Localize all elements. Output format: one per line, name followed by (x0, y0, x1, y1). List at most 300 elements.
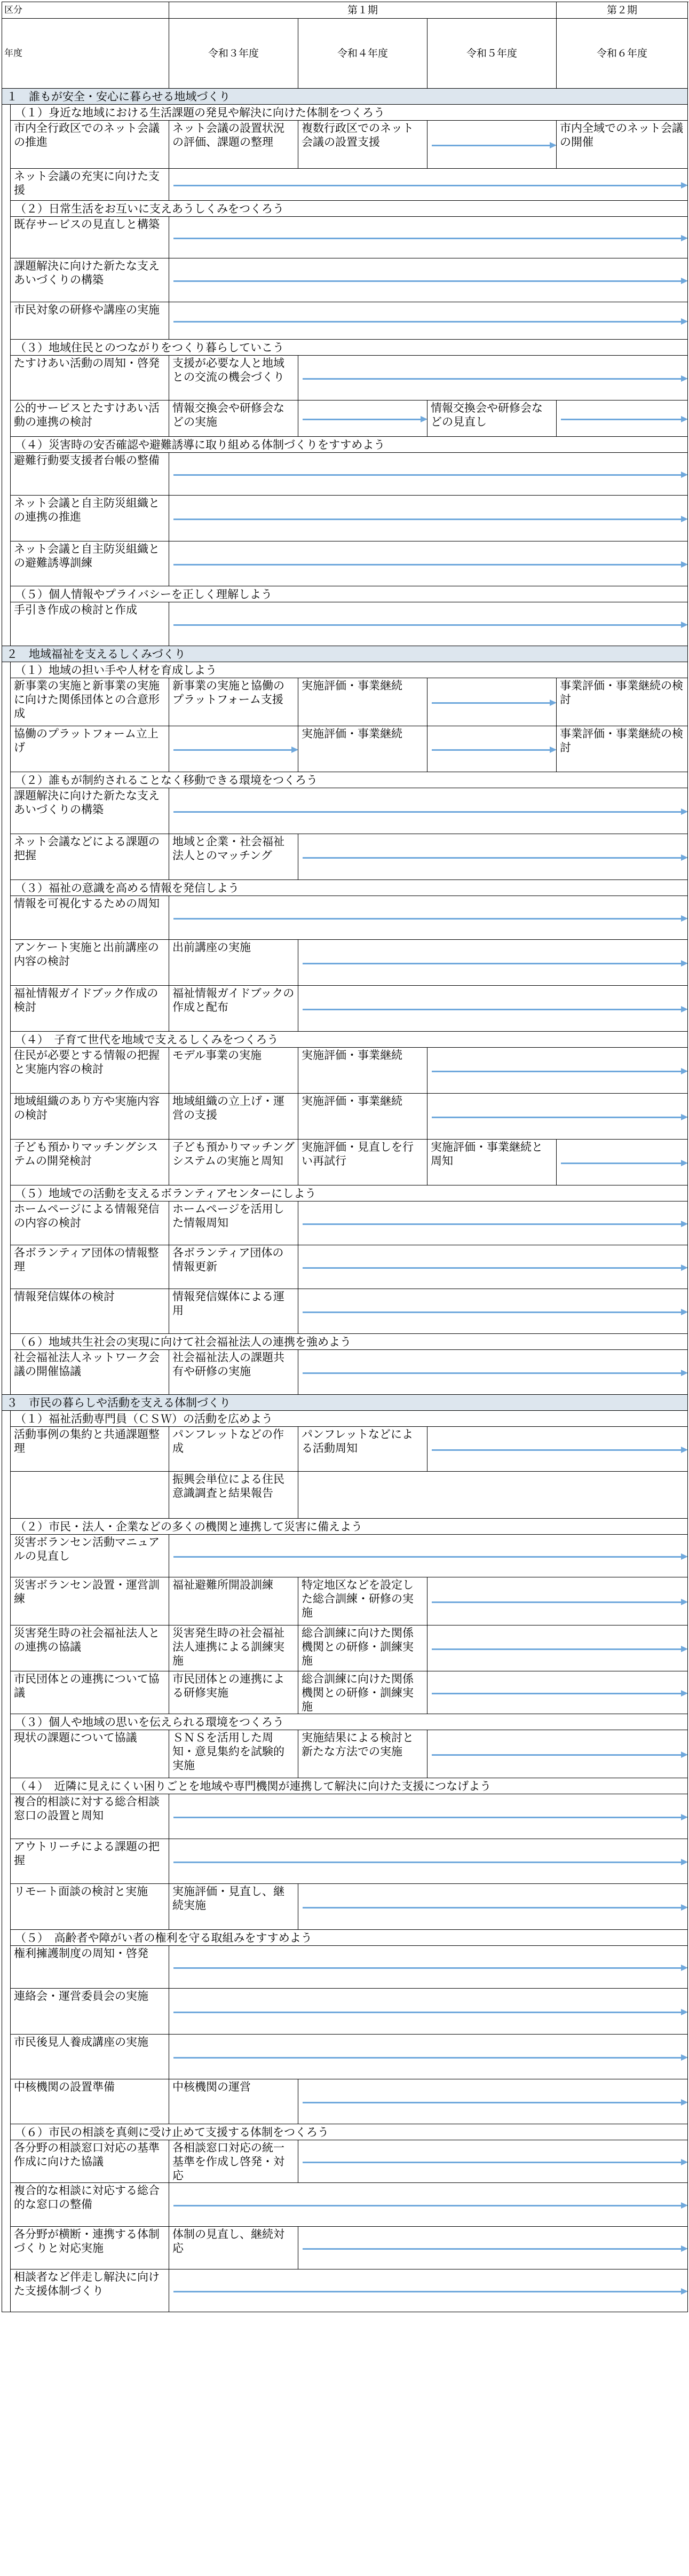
plan-row (2, 1884, 688, 1930)
plan-item-cell: ホームページによる情報発信の内容の検討 (11, 1201, 169, 1245)
plan-row (2, 986, 688, 1032)
plan-item-cell: 子ども預かりマッチングシステムの開発検討 (11, 1140, 169, 1185)
plan-item-cell: 市民対象の研修や講座の実施 (11, 302, 169, 340)
indent-cell (2, 169, 11, 201)
plan-row (2, 1625, 688, 1671)
schedule-table (2, 2, 688, 2312)
plan-step-cell: 市民団体との連携による研修実施 (169, 1671, 298, 1714)
plan-row (2, 217, 688, 258)
plan-item-cell: ネット会議と自主防災組織との連携の推進 (11, 496, 169, 541)
timeline-arrow-cell (298, 400, 427, 437)
indent-cell (2, 541, 11, 586)
right-arrow-icon (303, 1311, 682, 1313)
plan-item-cell: 市民団体との連携について協議 (11, 1671, 169, 1714)
timeline-arrow-cell (298, 1245, 688, 1289)
subsection-header (2, 880, 688, 896)
right-arrow-icon (303, 419, 422, 420)
plan-step-cell: 総合訓練に向けた関係機関との研修・訓練実施 (298, 1671, 427, 1714)
header-row-years (2, 19, 688, 89)
plan-step-cell: パンフレットなどによる活動周知 (298, 1427, 427, 1472)
timeline-arrow-cell (169, 2183, 688, 2227)
right-arrow-icon (432, 702, 551, 704)
indent-cell (2, 1730, 11, 1778)
subsection-header (2, 340, 688, 356)
plan-row (2, 1350, 688, 1395)
indent-cell (2, 1201, 11, 1245)
plan-item-cell: 権利擁護制度の周知・啓発 (11, 1946, 169, 1989)
subsection-title: （１）地域の担い手や人材を育成しよう (11, 662, 688, 678)
right-arrow-icon (303, 1372, 682, 1374)
plan-item-cell: 相談者など伴走し解決に向けた支援体制づくり (11, 2269, 169, 2312)
plan-step-cell: 社会福祉法人の課題共有や研修の実施 (169, 1350, 298, 1395)
plan-item-cell: ネット会議などによる課題の把握 (11, 834, 169, 880)
plan-row (2, 1140, 688, 1185)
timeline-arrow-cell (298, 834, 688, 880)
timeline-arrow-cell (298, 2140, 688, 2183)
right-arrow-icon (561, 419, 682, 420)
indent-cell (2, 1535, 11, 1577)
plan-schedule-document (2, 2, 687, 2312)
header-nendo-label: 年度 (2, 19, 169, 89)
plan-row (2, 302, 688, 340)
indent-cell (2, 1350, 11, 1395)
right-arrow-icon (432, 145, 551, 146)
indent-cell (2, 496, 11, 541)
indent-cell (2, 302, 11, 340)
right-arrow-icon (173, 474, 682, 476)
indent-cell (2, 105, 11, 121)
subsection-header (2, 586, 688, 602)
subsection-header (2, 1411, 688, 1427)
subsection-header (2, 662, 688, 678)
indent-cell (2, 940, 11, 986)
right-arrow-icon (303, 1223, 682, 1225)
plan-item-cell: 地域組織のあり方や実施内容の検討 (11, 1094, 169, 1140)
plan-step-cell: 実施評価・事業継続 (298, 726, 427, 772)
indent-cell (2, 1930, 11, 1946)
plan-item-cell: 新事業の実施と新事業の実施に向けた関係団体との合意形成 (11, 678, 169, 726)
plan-step-cell: 地域と企業・社会福祉法人とのマッチング (169, 834, 298, 880)
plan-row (2, 1427, 688, 1472)
right-arrow-icon (432, 1693, 682, 1694)
plan-item-cell: 各分野の相談窓口対応の基準作成に向けた協議 (11, 2140, 169, 2183)
header-year-2: 令和４年度 (298, 19, 427, 89)
plan-row (2, 400, 688, 437)
indent-cell (2, 1839, 11, 1884)
indent-cell (2, 772, 11, 788)
section-title: ２ 地域福祉を支えるしくみづくり (2, 646, 688, 662)
timeline-arrow-cell (169, 2035, 688, 2079)
plan-row (2, 788, 688, 834)
plan-item-cell: 各ボランティア団体の情報整理 (11, 1245, 169, 1289)
plan-item-cell: 中核機関の設置準備 (11, 2079, 169, 2124)
plan-item-cell: 協働のプラットフォーム立上げ (11, 726, 169, 772)
plan-row (2, 453, 688, 496)
plan-step-cell: モデル事業の実施 (169, 1048, 298, 1094)
indent-cell (2, 986, 11, 1032)
header-row-period (2, 2, 688, 19)
plan-item-cell: アンケート実施と出前講座の内容の検討 (11, 940, 169, 986)
timeline-arrow-cell (427, 1730, 688, 1778)
indent-cell (2, 1671, 11, 1714)
plan-step-cell: 複数行政区でのネット会議の設置支援 (298, 121, 427, 169)
timeline-arrow-cell (298, 1884, 688, 1930)
indent-cell (2, 834, 11, 880)
indent-cell (2, 1245, 11, 1289)
plan-item-cell (11, 1472, 169, 1519)
timeline-arrow-cell (169, 602, 688, 646)
timeline-arrow-cell (169, 2269, 688, 2312)
plan-item-cell: たすけあい活動の周知・啓発 (11, 356, 169, 400)
indent-cell (2, 1778, 11, 1794)
timeline-arrow-cell (427, 1625, 688, 1671)
plan-item-cell: ネット会議の充実に向けた支援 (11, 169, 169, 201)
right-arrow-icon (173, 2057, 682, 2059)
plan-item-cell: 既存サービスの見直しと構築 (11, 217, 169, 258)
timeline-arrow-cell (169, 726, 298, 772)
subsection-header (2, 1930, 688, 1946)
subsection-header (2, 1334, 688, 1350)
plan-step-cell: ホームページを活用した情報周知 (169, 1201, 298, 1245)
plan-item-cell: 情報発信媒体の検討 (11, 1289, 169, 1334)
subsection-title: （４） 近隣に見えにくい困りごとを地域や専門機関が連携して解決に向けた支援につなげよう (11, 1778, 688, 1794)
subsection-title: （１）福祉活動専門員（ＣＳＷ）の活動を広めよう (11, 1411, 688, 1427)
header-period-1: 第１期 (169, 2, 557, 19)
plan-step-cell: 情報交換会や研修会などの実施 (169, 400, 298, 437)
plan-item-cell: 市民後見人養成講座の実施 (11, 2035, 169, 2079)
right-arrow-icon (173, 811, 682, 813)
plan-row (2, 1472, 688, 1519)
plan-row (2, 896, 688, 940)
right-arrow-icon (432, 1071, 682, 1072)
plan-item-cell: 情報を可視化するための周知 (11, 896, 169, 940)
plan-step-cell: 実施結果による検討と新たな方法での実施 (298, 1730, 427, 1778)
timeline-arrow-cell (169, 1794, 688, 1839)
plan-row (2, 1048, 688, 1094)
plan-item-cell: 課題解決に向けた新たな支えあいづくりの構築 (11, 258, 169, 302)
indent-cell (2, 1289, 11, 1334)
right-arrow-icon (432, 1117, 682, 1118)
indent-cell (2, 1577, 11, 1625)
right-arrow-icon (303, 1267, 682, 1269)
plan-item-cell: 手引き作成の検討と作成 (11, 602, 169, 646)
header-period-2: 第２期 (557, 2, 688, 19)
plan-item-cell: 福祉情報ガイドブック作成の検討 (11, 986, 169, 1032)
subsection-title: （６）市民の相談を真剣に受け止めて支援する体制をつくろう (11, 2124, 688, 2140)
right-arrow-icon (173, 1967, 682, 1969)
right-arrow-icon (173, 185, 682, 186)
plan-row (2, 1577, 688, 1625)
header-year-4: 令和６年度 (557, 19, 688, 89)
plan-step-cell: 体制の見直し、継続対応 (169, 2227, 298, 2269)
plan-row (2, 1794, 688, 1839)
indent-cell (2, 2035, 11, 2079)
plan-step-cell: 支援が必要な人と地域との交流の機会づくり (169, 356, 298, 400)
timeline-arrow-cell (427, 1671, 688, 1714)
plan-row (2, 1946, 688, 1989)
indent-cell (2, 1519, 11, 1535)
subsection-header (2, 1778, 688, 1794)
indent-cell (2, 437, 11, 453)
right-arrow-icon (173, 1862, 682, 1863)
indent-cell (2, 662, 11, 678)
timeline-arrow-cell (557, 400, 688, 437)
timeline-arrow-cell (169, 1989, 688, 2035)
plan-row (2, 1535, 688, 1577)
timeline-arrow-cell (298, 986, 688, 1032)
schedule-body (2, 2, 688, 2312)
right-arrow-icon (303, 2248, 682, 2250)
plan-row (2, 2079, 688, 2124)
header-year-3: 令和５年度 (427, 19, 557, 89)
timeline-arrow-cell (169, 1946, 688, 1989)
plan-step-cell: 新事業の実施と協働のプラットフォーム支援 (169, 678, 298, 726)
plan-step-cell: パンフレットなどの作成 (169, 1427, 298, 1472)
timeline-arrow-cell (169, 453, 688, 496)
right-arrow-icon (173, 1556, 682, 1558)
plan-step-cell: 事業評価・事業継続の検討 (557, 726, 688, 772)
subsection-title: （３）個人や地域の思いを伝えられる環境をつくろう (11, 1714, 688, 1730)
indent-cell (2, 1946, 11, 1989)
indent-cell (2, 121, 11, 169)
plan-step-cell: 実施評価・見直しを行い再試行 (298, 1140, 427, 1185)
indent-cell (2, 400, 11, 437)
plan-step-cell: ネット会議の設置状況の評価、課題の整理 (169, 121, 298, 169)
indent-cell (2, 602, 11, 646)
plan-item-cell: ネット会議と自主防災組織との避難誘導訓練 (11, 541, 169, 586)
plan-step-cell: 福祉情報ガイドブックの作成と配布 (169, 986, 298, 1032)
right-arrow-icon (432, 1601, 682, 1603)
subsection-title: （３）福祉の意識を高める情報を発信しよう (11, 880, 688, 896)
indent-cell (2, 1625, 11, 1671)
indent-cell (2, 1794, 11, 1839)
plan-item-cell: 課題解決に向けた新たな支えあいづくりの構築 (11, 788, 169, 834)
plan-step-cell: 福祉避難所開設訓練 (169, 1577, 298, 1625)
subsection-title: （１）身近な地域における生活課題の発見や解決に向けた体制をつくろう (11, 105, 688, 121)
right-arrow-icon (432, 1754, 682, 1756)
indent-cell (2, 1185, 11, 1201)
subsection-title: （２）市民・法人・企業などの多くの機関と連携して災害に備えよう (11, 1519, 688, 1535)
timeline-arrow-cell (427, 726, 557, 772)
right-arrow-icon (173, 2291, 682, 2292)
subsection-title: （５）地域での活動を支えるボランティアセンターにしよう (11, 1185, 688, 1201)
subsection-header (2, 201, 688, 217)
right-arrow-icon (173, 2012, 682, 2013)
indent-cell (2, 2183, 11, 2227)
section-header (2, 1395, 688, 1411)
timeline-arrow-cell (298, 1201, 688, 1245)
indent-cell (2, 217, 11, 258)
header-kubun-label: 区分 (2, 2, 169, 19)
plan-step-cell: 実施評価・見直し、継続実施 (169, 1884, 298, 1930)
plan-item-cell: リモート面談の検討と実施 (11, 1884, 169, 1930)
timeline-arrow-cell (298, 1350, 688, 1395)
indent-cell (2, 1032, 11, 1048)
right-arrow-icon (432, 1648, 682, 1650)
plan-step-cell: 中核機関の運営 (169, 2079, 298, 2124)
indent-cell (2, 678, 11, 726)
plan-item-cell: 住民が必要とする情報の把握と実施内容の検討 (11, 1048, 169, 1094)
plan-row (2, 356, 688, 400)
plan-row (2, 940, 688, 986)
subsection-title: （６）地域共生社会の実現に向けて社会福祉法人の連携を強めよう (11, 1334, 688, 1350)
indent-cell (2, 1140, 11, 1185)
indent-cell (2, 258, 11, 302)
right-arrow-icon (173, 2205, 682, 2206)
subsection-title: （２）日常生活をお互いに支えあうしくみをつくろう (11, 201, 688, 217)
indent-cell (2, 1048, 11, 1094)
plan-row (2, 2269, 688, 2312)
plan-step-cell: 実施評価・事業継続 (298, 678, 427, 726)
section-title: ３ 市民の暮らしや活動を支える体制づくり (2, 1395, 688, 1411)
plan-item-cell: アウトリーチによる課題の把握 (11, 1839, 169, 1884)
plan-row (2, 1289, 688, 1334)
plan-item-cell: 災害ボランセン活動マニュアルの見直し (11, 1535, 169, 1577)
plan-item-cell: 市内全行政区でのネット会議の推進 (11, 121, 169, 169)
right-arrow-icon (173, 624, 682, 626)
plan-row (2, 1201, 688, 1245)
indent-cell (2, 1714, 11, 1730)
plan-step-cell: 出前講座の実施 (169, 940, 298, 986)
indent-cell (2, 2227, 11, 2269)
section-header (2, 646, 688, 662)
timeline-arrow-cell (169, 169, 688, 201)
timeline-arrow-cell (427, 1048, 688, 1094)
timeline-arrow-cell (298, 940, 688, 986)
plan-row (2, 1730, 688, 1778)
plan-item-cell: 公的サービスとたすけあい活動の連携の検討 (11, 400, 169, 437)
section-header (2, 89, 688, 105)
plan-step-cell: 情報交換会や研修会などの見直し (427, 400, 557, 437)
right-arrow-icon (173, 280, 682, 282)
plan-row (2, 2140, 688, 2183)
indent-cell (2, 586, 11, 602)
plan-step-cell: 情報発信媒体による運用 (169, 1289, 298, 1334)
plan-step-cell (298, 1472, 688, 1519)
timeline-arrow-cell (169, 496, 688, 541)
timeline-arrow-cell (169, 896, 688, 940)
right-arrow-icon (173, 519, 682, 520)
timeline-arrow-cell (298, 356, 688, 400)
plan-step-cell: 事業評価・事業継続の検討 (557, 678, 688, 726)
subsection-title: （２）誰もが制約されることなく移動できる環境をつくろう (11, 772, 688, 788)
plan-item-cell: 連絡会・運営委員会の実施 (11, 1989, 169, 2035)
plan-step-cell: 各相談窓口対応の統一基準を作成し啓発・対応 (169, 2140, 298, 2183)
subsection-header (2, 1185, 688, 1201)
timeline-arrow-cell (169, 541, 688, 586)
timeline-arrow-cell (427, 121, 557, 169)
indent-cell (2, 896, 11, 940)
indent-cell (2, 726, 11, 772)
plan-row (2, 169, 688, 201)
subsection-header (2, 1519, 688, 1535)
subsection-title: （４）災害時の安否確認や避難誘導に取り組める体制づくりをすすめよう (11, 437, 688, 453)
timeline-arrow-cell (427, 1577, 688, 1625)
indent-cell (2, 1427, 11, 1472)
plan-step-cell: 災害発生時の社会福祉法人連携による訓練実施 (169, 1625, 298, 1671)
right-arrow-icon (173, 564, 682, 566)
right-arrow-icon (303, 1907, 682, 1909)
timeline-arrow-cell (298, 2227, 688, 2269)
plan-step-cell: 特定地区などを設定した総合訓練・研修の実施 (298, 1577, 427, 1625)
plan-row (2, 1839, 688, 1884)
right-arrow-icon (432, 1449, 682, 1451)
indent-cell (2, 1989, 11, 2035)
plan-step-cell: 市内全域でのネット会議の開催 (557, 121, 688, 169)
plan-row (2, 1671, 688, 1714)
right-arrow-icon (173, 918, 682, 920)
plan-step-cell: 各ボランティア団体の情報更新 (169, 1245, 298, 1289)
right-arrow-icon (561, 1163, 682, 1164)
plan-row (2, 2035, 688, 2079)
right-arrow-icon (303, 378, 682, 380)
right-arrow-icon (303, 857, 682, 859)
plan-step-cell: 実施評価・事業継続 (298, 1094, 427, 1140)
subsection-header (2, 1714, 688, 1730)
indent-cell (2, 1094, 11, 1140)
plan-step-cell: 実施評価・事業継続と周知 (427, 1140, 557, 1185)
plan-step-cell: 実施評価・事業継続 (298, 1048, 427, 1094)
plan-item-cell: 避難行動要支援者台帳の整備 (11, 453, 169, 496)
plan-row (2, 541, 688, 586)
subsection-title: （５） 高齢者や障がい者の権利を守る取組みをすすめよう (11, 1930, 688, 1946)
indent-cell (2, 1334, 11, 1350)
plan-step-cell: 地域組織の立上げ・運営の支援 (169, 1094, 298, 1140)
plan-row (2, 258, 688, 302)
timeline-arrow-cell (427, 1427, 688, 1472)
plan-row (2, 834, 688, 880)
subsection-header (2, 437, 688, 453)
plan-row (2, 496, 688, 541)
plan-item-cell: 災害ボランセン設置・運営訓練 (11, 1577, 169, 1625)
right-arrow-icon (173, 1817, 682, 1818)
plan-step-cell: 振興会単位による住民意識調査と結果報告 (169, 1472, 298, 1519)
right-arrow-icon (303, 2102, 682, 2103)
right-arrow-icon (173, 749, 292, 751)
right-arrow-icon (303, 963, 682, 964)
timeline-arrow-cell (169, 217, 688, 258)
plan-row (2, 2183, 688, 2227)
plan-item-cell: 複合的な相談に対応する総合的な窓口の整備 (11, 2183, 169, 2227)
plan-row (2, 1989, 688, 2035)
plan-row (2, 1094, 688, 1140)
timeline-arrow-cell (169, 1535, 688, 1577)
section-title: １ 誰もが安全・安心に暮らせる地域づくり (2, 89, 688, 105)
indent-cell (2, 201, 11, 217)
plan-step-cell: 総合訓練に向けた関係機関との研修・訓練実施 (298, 1625, 427, 1671)
right-arrow-icon (173, 321, 682, 323)
subsection-header (2, 2124, 688, 2140)
timeline-arrow-cell (169, 1839, 688, 1884)
subsection-header (2, 1032, 688, 1048)
indent-cell (2, 2079, 11, 2124)
right-arrow-icon (303, 1009, 682, 1010)
right-arrow-icon (173, 238, 682, 239)
subsection-header (2, 772, 688, 788)
indent-cell (2, 356, 11, 400)
indent-cell (2, 1472, 11, 1519)
right-arrow-icon (303, 2162, 682, 2163)
timeline-arrow-cell (169, 302, 688, 340)
indent-cell (2, 1884, 11, 1930)
subsection-title: （３）地域住民とのつながりをつくり暮らしていこう (11, 340, 688, 356)
timeline-arrow-cell (169, 258, 688, 302)
plan-row (2, 678, 688, 726)
plan-item-cell: 各分野が横断・連携する体制づくりと対応実施 (11, 2227, 169, 2269)
plan-step-cell: 子ども預かりマッチングシステムの実施と周知 (169, 1140, 298, 1185)
plan-item-cell: 複合的相談に対する総合相談窓口の設置と周知 (11, 1794, 169, 1839)
timeline-arrow-cell (298, 2079, 688, 2124)
